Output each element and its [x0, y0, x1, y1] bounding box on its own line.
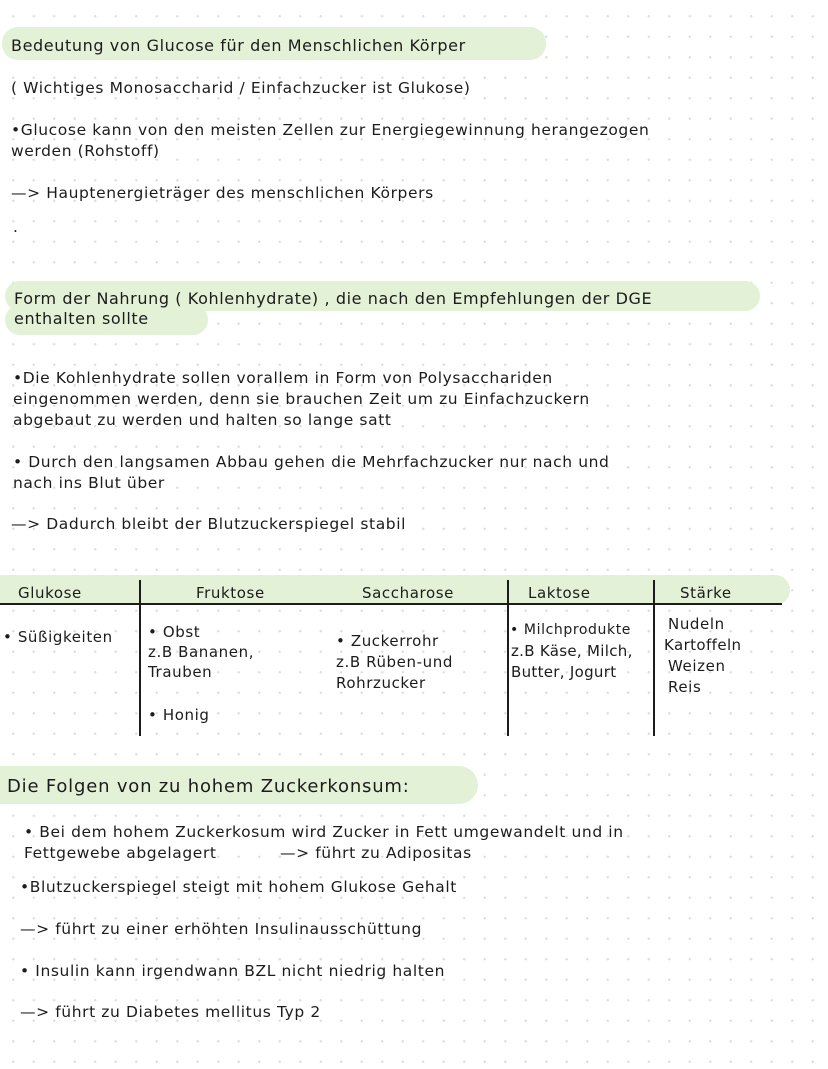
table-column-divider [653, 580, 655, 736]
paragraph-polysaccharide-line1: •Die Kohlenhydrate sollen vorallem in Form von Polysacchariden [13, 369, 553, 387]
paragraph-abbau-line1: • Durch den langsamen Abbau gehen die Mehrfachzucker nur nach und [13, 453, 610, 471]
arrow-diabetes: —> führt zu Diabetes mellitus Typ 2 [20, 1003, 321, 1021]
bullet-fett-line2: Fettgewebe abgelagert [24, 844, 217, 862]
table-cell-laktose: • Milchprodukte [510, 622, 632, 638]
table-column-divider [507, 580, 509, 736]
arrow-insulinausschuettung: —> führt zu einer erhöhten Insulinausschüttung [20, 920, 423, 938]
note-monosaccharid: ( Wichtiges Monosaccharid / Einfachzucker ist Glukose) [11, 79, 471, 97]
table-cell-fruktose: • Obst [148, 623, 201, 641]
table-column-divider [139, 580, 141, 736]
table-cell-fruktose: • Honig [148, 706, 210, 724]
bullet-insulin-bzl: • Insulin kann irgendwann BZL nicht niedrig halten [20, 962, 446, 980]
table-header-saccharose: Saccharose [362, 584, 454, 602]
table-cell-laktose: z.B Käse, Milch, [511, 642, 633, 660]
paragraph-polysaccharide-line2: eingenommen werden, denn sie brauchen Zeit um zu Einfachzuckern [13, 390, 590, 408]
table-cell-staerke: Weizen [668, 657, 726, 675]
table-cell-saccharose: z.B Rüben-und [336, 653, 453, 671]
bullet-fett-line1: • Bei dem hohem Zuckerkosum wird Zucker in Fett umgewandelt und in [24, 823, 624, 841]
table-cell-laktose: Butter, Jogurt [511, 663, 617, 681]
section-title-folgen: Die Folgen von zu hohem Zuckerkonsum: [7, 776, 410, 797]
bullet-glucose-line2: werden (Rohstoff) [11, 142, 160, 160]
arrow-blutzucker-stabil: —> Dadurch bleibt der Blutzuckerspiegel stabil [11, 515, 407, 533]
table-header-fruktose: Fruktose [196, 584, 265, 602]
section-title-nahrung-line1: Form der Nahrung ( Kohlenhydrate) , die nach den Empfehlungen der DGE [14, 289, 653, 308]
arrow-adipositas: —> führt zu Adipositas [280, 844, 472, 862]
table-header-glukose: Glukose [18, 584, 82, 602]
bullet-glucose-line1: •Glucose kann von den meisten Zellen zur Energiegewinnung herangezogen [11, 121, 650, 139]
table-cell-saccharose: • Zuckerrohr [336, 632, 439, 650]
table-cell-glukose: • Süßigkeiten [3, 628, 113, 646]
table-header-staerke: Stärke [680, 584, 732, 602]
arrow-hauptenergie: —> Hauptenergieträger des menschlichen Körpers [11, 184, 434, 202]
table-cell-fruktose: Trauben [148, 663, 213, 681]
paragraph-polysaccharide-line3: abgebaut zu werden und halten so lange satt [13, 411, 392, 429]
table-header-rule [0, 603, 782, 605]
table-cell-staerke: Reis [668, 678, 702, 696]
table-cell-staerke: Kartoffeln [664, 636, 742, 654]
paragraph-abbau-line2: nach ins Blut über [13, 474, 165, 492]
section-title-nahrung-line2: enthalten sollte [14, 309, 149, 328]
table-cell-fruktose: z.B Bananen, [148, 643, 255, 661]
table-header-laktose: Laktose [528, 584, 591, 602]
table-cell-saccharose: Rohrzucker [336, 674, 426, 692]
bullet-blutzuckerspiegel: •Blutzuckerspiegel steigt mit hohem Glukose Gehalt [20, 878, 457, 896]
stray-dot: . [13, 218, 19, 236]
table-cell-staerke: Nudeln [668, 615, 725, 633]
section-title-glucose: Bedeutung von Glucose für den Menschlichen Körper [11, 36, 466, 55]
